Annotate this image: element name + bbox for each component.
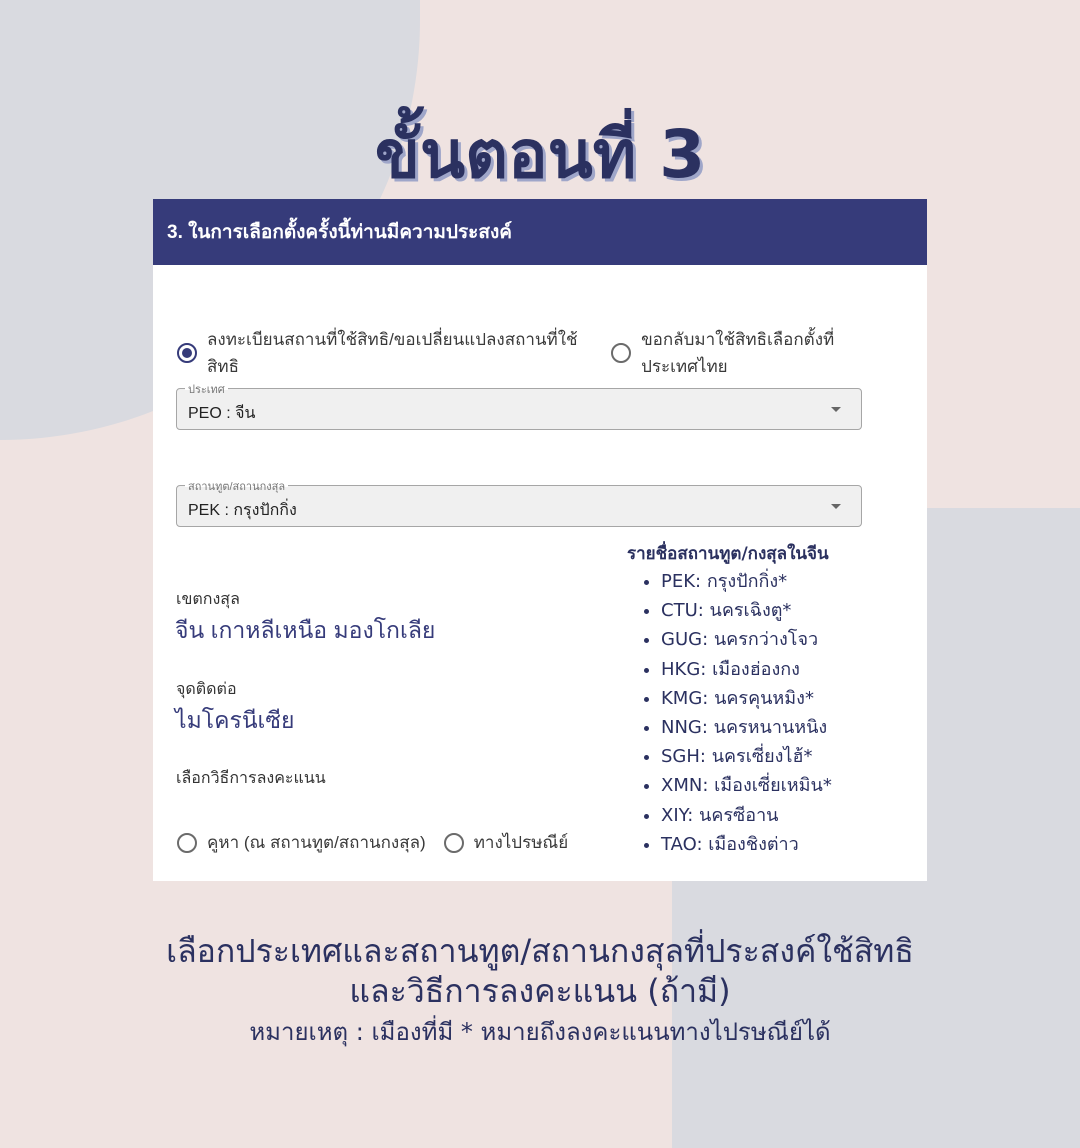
list-item: • GUG: นครกว่างโจว (661, 625, 927, 654)
vote-method-radio-group (177, 829, 586, 856)
caption-note: หมายเหตุ : เมืองที่มี * หมายถึงลงคะแนนทางไปรษณีย์ได้ (249, 1018, 831, 1046)
radio-unchecked-icon[interactable] (444, 833, 464, 853)
country-select-value: PEO : จีน (188, 405, 256, 422)
form-question-header: 3. ในการเลือกตั้งครั้งนี้ท่านมีความประสงค์ (153, 199, 927, 265)
intent-option-label: ขอกลับมาใช้สิทธิเลือกตั้งที่ประเทศไทย (641, 330, 835, 376)
vote-method-option-label: คูหา (ณ สถานทูต/สถานกงสุล) (207, 833, 426, 852)
dropdown-arrow-icon[interactable] (831, 407, 841, 412)
radio-unchecked-icon[interactable] (177, 833, 197, 853)
vote-method-option-post[interactable] (444, 829, 568, 856)
country-select-legend: ประเทศ (185, 380, 228, 398)
vote-method-option-label: ทางไปรษณีย์ (473, 833, 569, 852)
intent-option-label: ลงทะเบียนสถานที่ใช้สิทธิ/ขอเปลี่ยนแปลงสถานที่ใช้สิทธิ (207, 330, 578, 376)
country-select[interactable] (176, 384, 862, 430)
step-title: ขั้นตอนที่ 3 (374, 116, 706, 193)
intent-option-return-thailand[interactable] (611, 326, 909, 380)
consular-area-label: เขตกงสุล (176, 591, 240, 608)
caption-line-1: เลือกประเทศและสถานทูต/สถานกงสุลที่ประสงค์ใช้สิทธิ (166, 932, 914, 970)
form-screenshot-card (153, 199, 927, 881)
embassy-list (627, 567, 927, 859)
vote-method-option-booth[interactable] (177, 829, 426, 856)
list-item: • SGH: นครเซี่ยงไฮ้* (661, 742, 927, 771)
contact-label: จุดติดต่อ (176, 681, 237, 698)
list-item: • XIY: นครซีอาน (661, 801, 927, 830)
embassy-select-value: PEK : กรุงปักกิ่ง (188, 502, 297, 519)
list-item: • XMN: เมืองเซี่ยเหมิน* (661, 771, 927, 800)
list-item: • TAO: เมืองชิงต่าว (661, 830, 927, 859)
list-item: • NNG: นครหนานหนิง (661, 713, 927, 742)
list-item: • PEK: กรุงปักกิ่ง* (661, 567, 927, 596)
intent-radio-group (177, 326, 927, 380)
caption-line-2: และวิธีการลงคะแนน (ถ้ามี) (349, 972, 731, 1010)
embassy-select-legend: สถานทูต/สถานกงสุล (185, 477, 288, 495)
list-item: • HKG: เมืองฮ่องกง (661, 655, 927, 684)
contact-value: ไมโครนีเซีย (175, 707, 295, 733)
dropdown-arrow-icon[interactable] (831, 504, 841, 509)
embassy-select[interactable] (176, 481, 862, 527)
vote-method-label: เลือกวิธีการลงคะแนน (176, 770, 326, 787)
list-item: • CTU: นครเฉิงตู* (661, 596, 927, 625)
radio-checked-icon[interactable] (177, 343, 197, 363)
embassy-list-title: รายชื่อสถานทูต/กงสุลในจีน (627, 544, 829, 564)
intent-option-register[interactable] (177, 326, 593, 380)
consular-area-value: จีน เกาหลีเหนือ มองโกเลีย (175, 617, 436, 643)
radio-unchecked-icon[interactable] (611, 343, 631, 363)
list-item: • KMG: นครคุนหมิง* (661, 684, 927, 713)
